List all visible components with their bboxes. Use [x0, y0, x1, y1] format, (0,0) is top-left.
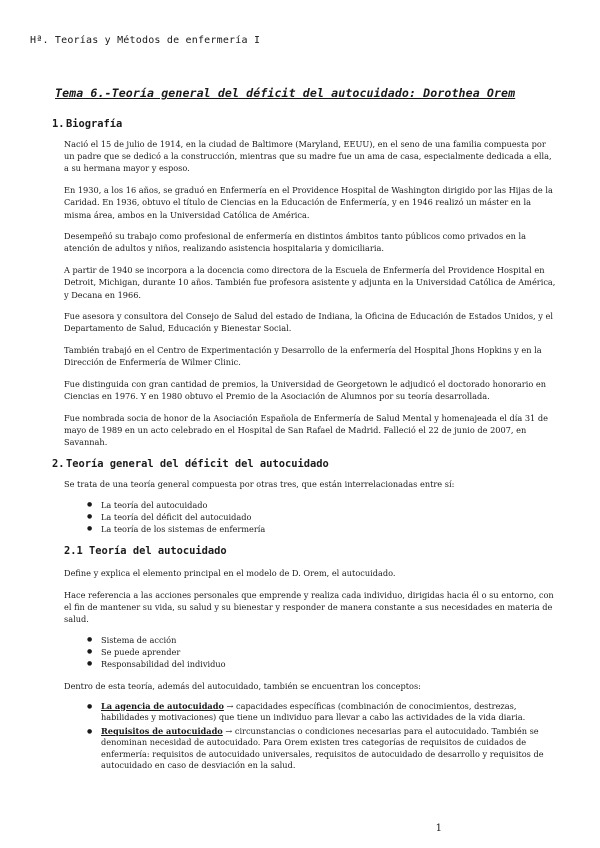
subsection-paragraph: Dentro de esta teoría, además del autocuidado, también se encuentran los conceptos: [64, 680, 421, 691]
biography-paragraph: Fue distinguida con gran cantidad de premios, la Universidad de Georgetown le adjudicó el doctorado honorario en Ciencias en 1976. Y en 1980 obtuvo el Premio de la Asociación de Alumnos por su teoría desarrollada. [64, 379, 546, 402]
list-item: ● Responsabilidad del individuo [87, 658, 558, 670]
page-number: 1 [435, 823, 442, 834]
biography-paragraph: Nació el 15 de julio de 1914, en la ciudad de Baltimore (Maryland, EEUU), en el seno de una familia compuesta por un padre que se dedicó a la construcción, mientras que su madre fue un ama de casa, especialmente dedicada a ella, a su hermana mayor y esposo. [64, 139, 552, 174]
section-1-title: Biografía [66, 118, 123, 130]
concept-text: → capacidades específicas (combinación de conocimientos, destrezas, habilidades y motivaciones) que tiene un individuo para llevar a cabo las actividades de la vida diaria. [101, 700, 526, 723]
biography-paragraph: Fue asesora y consultora del Consejo de Salud del estado de Indiana, la Oficina de Educación de Estados Unidos, y el Departamento de Salud, Educación y Bienestar Social. [64, 311, 553, 334]
section-2-intro: Se trata de una teoría general compuesta por otras tres, que están interrelacionadas entre sí: [64, 479, 455, 490]
section-1-number: 1. [52, 118, 65, 130]
subsection-paragraph: Define y explica el elemento principal en el modelo de D. Orem, el autocuidado. [64, 567, 396, 578]
concepts-list [87, 701, 557, 773]
concept-text: → circunstancias o condiciones necesarias para el autocuidado. También se denominan necesidad de autocuidado. Para Orem existen tres categorías de requisitos de cuidados de enfermería: requisitos de autocuidado universales, requisitos de autocuidado de desarrollo y requisitos de autocuidado en caso de desviación en la salud. [101, 725, 544, 771]
document-title: Tema 6.-Teoría general del déficit del autocuidado: Dorothea Orem [55, 86, 516, 100]
biography-paragraph: Desempeñó su trabajo como profesional de enfermería en distintos ámbitos tanto públicos como privados en la atención de adultos y niños, realizando asistencia hospitalaria y domiciliaria. [64, 231, 526, 254]
biography-paragraph: También trabajó en el Centro de Experimentación y Desarrollo de la enfermería del Hospital Jhons Hopkins y en la Dirección de Enfermería de Wilmer Clinic. [64, 345, 542, 368]
concept-term: La agencia de autocuidado [101, 700, 224, 711]
running-head: Hª. Teorías y Métodos de enfermería I [30, 35, 261, 46]
section-1-heading [52, 118, 558, 130]
section-2-title: Teoría general del déficit del autocuidado [66, 458, 329, 471]
biography-paragraph: En 1930, a los 16 años, se graduó en Enfermería en el Providence Hospital de Washington dirigido por las Hijas de la Caridad. En 1936, obtuvo el título de Ciencias en la Educación de Enfermería, y en 1946 realizó un máster en la misma área, ambos en la Universidad Católica de América. [64, 185, 553, 220]
subsection-2-1-heading: 2.1 Teoría del autocuidado [64, 544, 227, 557]
section-2-number: 2. [52, 458, 65, 471]
list-item: ● Se puede aprender [87, 646, 558, 658]
theories-list [87, 499, 558, 536]
section-2-heading [52, 458, 558, 470]
concept-term: Requisitos de autocuidado [101, 725, 223, 736]
page-content [52, 86, 558, 774]
list-item: ● Sistema de acción [87, 634, 558, 646]
biography-paragraph: Fue nombrada socia de honor de la Asociación Española de Enfermería de Salud Mental y homenajeada el día 31 de mayo de 1989 en un acto celebrado en el Hospital de San Rafael de Madrid. Falleció el 22 de junio de 2007, en Savannah. [64, 412, 548, 448]
subsection-paragraph: Hace referencia a las acciones personales que emprende y realiza cada individuo, dirigidas hacia él o su entorno, con el fin de mantener su vida, su salud y su bienestar y responder de manera constante a sus necesidades en materia de salud. [64, 589, 554, 624]
list-item: ● La teoría del autocuidado [87, 499, 558, 511]
concept-item [87, 701, 557, 724]
features-list [87, 634, 558, 671]
list-item: ● La teoría del déficit del autocuidado [87, 511, 558, 523]
list-item: ● La teoría de los sistemas de enfermería [87, 523, 558, 535]
concept-item [87, 726, 557, 772]
biography-paragraph: A partir de 1940 se incorpora a la docencia como directora de la Escuela de Enfermería del Providence Hospital en Detroit, Michigan, durante 10 años. También fue profesora asistente y adjunta en la Universidad Católica de América, y Decana en 1966. [64, 265, 556, 300]
